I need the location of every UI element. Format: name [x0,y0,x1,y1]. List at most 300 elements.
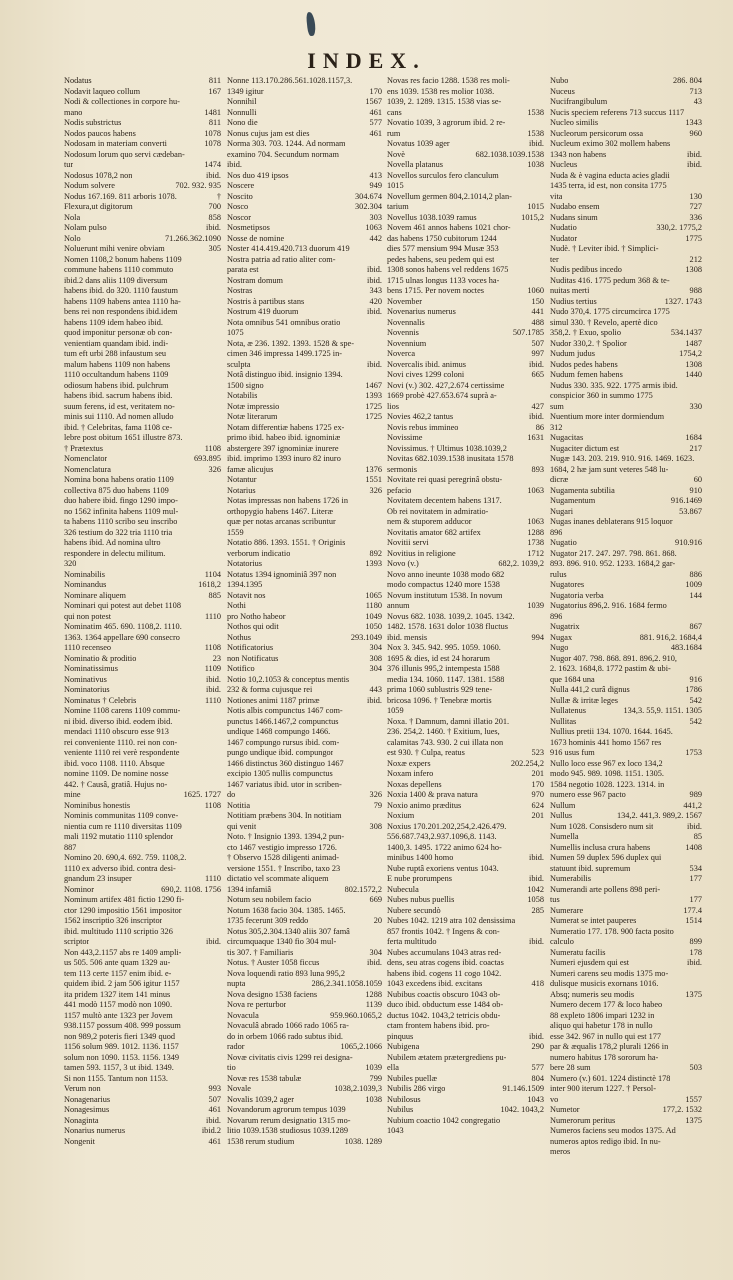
index-term: cans [387,107,402,117]
index-term: sum [550,401,564,411]
index-entry [64,612,221,623]
index-reference [218,748,221,759]
index-entry [387,150,544,161]
index-reference: 177,2. 1532 [662,1105,702,1114]
index-term: duo habere ibid. fingo 1290 impo- [64,496,178,505]
index-entry [64,412,221,423]
index-entry [64,1084,221,1095]
index-entry [64,979,221,990]
index-term: Nodatus [64,76,92,85]
index-reference [699,528,702,539]
index-entry [387,769,544,780]
index-term: 1695 & dies, id est 24 horarum [387,653,491,663]
index-term: Nosmetipsos [227,223,270,232]
index-reference [379,570,382,581]
index-reference: 170 [531,779,544,789]
index-term: rulus [550,569,567,579]
index-reference [699,1126,702,1137]
index-reference: 212 [689,254,702,264]
index-entry [227,265,382,276]
index-entry [64,360,221,371]
index-term: Non 443,2.1157 abs re 1409 ampli- [64,947,182,957]
index-term: Nugo [550,643,569,652]
index-entry [550,349,702,360]
index-reference: 1063 [527,485,544,495]
index-reference [541,969,544,980]
index-term: 442. † Causâ, gratiâ. Hujus no- [64,779,168,789]
index-term: Noscor [227,212,251,222]
index-entry [550,1021,702,1032]
index-entry [550,811,702,822]
index-entry [64,654,221,665]
index-reference: 970 [531,790,544,799]
index-entry [227,465,382,476]
index-term: quidem ibid. 2 jam 506 igitur 1157 [64,979,180,988]
index-reference: ibid. [687,958,702,967]
index-entry [550,297,702,308]
index-term: Nota, æ 236. 1392. 1393. 1528 & spe- [227,338,354,348]
index-term: Nono die [227,118,258,127]
index-entry [550,213,702,224]
index-reference [379,1105,382,1116]
index-reference [379,1116,382,1127]
index-reference: ibid. [206,685,221,694]
index-reference [541,475,544,486]
index-entry [64,286,221,297]
index-entry [387,948,544,959]
index-entry [227,769,382,780]
index-reference: 1139 [365,1000,382,1009]
index-reference: 1039 [365,1063,382,1072]
index-reference: 885 [208,590,221,600]
index-reference [379,706,382,717]
index-reference: 20 [373,916,382,925]
index-reference: 916.1469 [670,496,702,505]
index-entry [387,223,544,234]
index-term: 1059 [387,706,404,715]
index-reference: 1684 [685,433,702,442]
index-term: ibid. † Celebritas, fama 1108 ce- [64,422,173,432]
index-term: Nubium coactio 1042 congregatio [387,1115,501,1125]
index-term: non 989,2 poteris fieri 1349 quod [64,1031,176,1041]
index-entry [550,790,702,801]
index-entry [387,580,544,591]
index-reference [218,1011,221,1022]
index-term: Nudatio [550,223,577,232]
index-reference: 1015 [527,202,544,211]
index-entry [227,864,382,875]
index-reference [541,76,544,87]
index-entry [64,822,221,833]
index-reference [541,234,544,245]
index-reference [379,255,382,266]
index-entry [387,969,544,980]
index-reference: ibid. [529,139,544,148]
index-entry [227,654,382,665]
index-entry [227,286,382,297]
index-entry [227,454,382,465]
index-reference [218,255,221,266]
index-term: veniente 1110 rei verè respondente [64,748,180,757]
index-term: que 1684 una [550,674,595,684]
index-reference: 441 [531,307,544,316]
index-term: † Prætextus [64,443,103,453]
index-reference: 1108 [204,643,221,652]
index-term: Notæ literarum [227,412,278,421]
index-reference: 1754,2 [679,349,702,358]
index-reference: 330,2. 1775,2 [656,223,702,232]
index-reference: 326 [208,464,221,474]
index-entry [227,822,382,833]
index-term: Notitia [227,800,251,810]
index-reference [218,265,221,276]
index-reference: 682.1038.1039.1538 [475,149,544,159]
index-term: Nubecula [387,884,419,894]
index-reference: 85 [693,832,702,841]
index-reference [699,612,702,623]
index-term: Nota omnibus 541 omnibus oratio [227,317,341,327]
index-term: nuitas merti [550,286,590,295]
index-entry [387,759,544,770]
index-reference: 1104 [204,569,221,579]
index-term: 1363. 1364 appellare 690 consecro [64,632,180,642]
index-term: pungo undique ibid. compungor [227,748,334,757]
index-term: examino 704. Secundum normam [227,149,339,159]
index-term: 1015 [387,181,404,190]
index-reference [218,423,221,434]
index-reference: ibid. [367,275,382,285]
index-reference [379,454,382,465]
index-reference [541,1126,544,1137]
index-term: ibid. [227,160,242,169]
index-entry [64,706,221,717]
index-reference: 1009 [685,580,702,589]
index-reference: 534.1437 [670,328,702,337]
index-entry [387,517,544,528]
index-entry [64,265,221,276]
index-entry [227,958,382,969]
index-entry [64,916,221,927]
index-term: Nonaginta [64,1115,99,1125]
index-reference [699,108,702,119]
index-reference [699,318,702,329]
index-reference [379,517,382,528]
index-term: 896 [550,611,563,621]
index-term: 1466 distinctus 360 distinguo 1467 [227,758,344,768]
index-entry [64,255,221,266]
index-entry [227,433,382,444]
index-term: Novitatem decentem habens 1317. [387,496,502,505]
index-term: 1400,3. 1495. 1722 animo 624 ho- [387,842,502,852]
index-term: Notas impressas non habens 1726 in [227,496,348,505]
index-reference [218,1021,221,1032]
index-entry [550,864,702,875]
index-entry [387,895,544,906]
index-entry [64,1105,221,1116]
index-term: Nugacitas [550,433,584,442]
index-term: Nugator 217. 247. 297. 798. 861. 868. [550,548,677,558]
index-reference: 1440 [685,370,702,379]
index-reference: 177 [689,874,702,883]
index-term: 1343 non habens [550,149,607,159]
index-term: Nothos qui odit [227,622,279,631]
index-entry [64,927,221,938]
index-term: Nodi & collectiones in corpore hu- [64,97,180,106]
index-term: Novennis [387,328,419,337]
index-term: Nominatim 465. 690. 1108,2. 1110. [64,622,182,631]
index-reference [218,780,221,791]
index-term: quod imponitur personæ ob con- [64,328,173,337]
index-reference: 304.674 [355,191,382,201]
index-entry [387,675,544,686]
index-reference: 304 [369,947,382,957]
index-term: Novem 461 annos habens 1021 chor- [387,223,511,232]
index-entry [387,412,544,423]
index-entry [387,265,544,276]
index-entry [227,76,382,87]
index-term: Noxæ expers [387,758,431,768]
index-reference: 1786 [685,685,702,694]
index-reference [379,717,382,728]
index-entry [227,1000,382,1011]
index-reference [699,1032,702,1043]
index-term: habens ibid. do 320. 1110 faustum [64,286,178,295]
index-reference [541,570,544,581]
index-term: Nuceus [550,86,575,96]
index-entry [227,1084,382,1095]
index-entry [550,486,702,497]
index-entry [227,391,382,402]
index-term: November [387,296,423,306]
index-term: habens 1109 habens antea 1110 ha- [64,296,181,306]
index-column-3 [387,76,544,1266]
index-term: mano [64,107,83,117]
index-entry [227,759,382,770]
index-entry [64,160,221,171]
index-entry [387,591,544,602]
index-term: 441 modò 1157 modò non 1090. [64,1000,173,1009]
index-term: Notatio 886. 1393. 1551. † Originis [227,538,346,547]
index-entry [387,391,544,402]
index-term: Nucis speciem referens 713 succus 1117 [550,107,685,117]
index-entry [550,391,702,402]
index-term: nem & stuporem adducor [387,517,472,526]
index-entry [227,937,382,948]
index-reference: 304 [369,664,382,673]
index-entry [550,286,702,297]
index-reference: 665 [531,370,544,379]
index-term: annum [387,601,410,610]
index-term: Nominis communitas 1109 conve- [64,811,179,820]
index-entry [227,444,382,455]
index-reference [541,864,544,875]
index-reference: 1618,2 [198,580,221,589]
index-entry [387,906,544,917]
index-entry [227,643,382,654]
index-reference [379,339,382,350]
index-term: orthopygio habens 1467. Literæ [227,506,333,516]
index-entry [550,832,702,843]
index-term: Notatus 1394 ignominiâ 397 non [227,569,337,579]
index-reference [699,1042,702,1053]
index-entry [550,958,702,969]
index-reference [699,454,702,465]
index-term: commune habens 1110 commuto [64,265,174,274]
index-reference: 308 [369,821,382,831]
index-reference: 892 [369,548,382,558]
index-reference: 1043 [527,1094,544,1104]
index-reference [379,759,382,770]
index-term: 232 & forma cujusque rei [227,685,313,694]
index-term: Numeratio 177. 178. 900 facta posito [550,926,674,936]
index-entry [550,885,702,896]
index-term: Numero decem 177 & loco habeo [550,1000,663,1009]
index-entry [550,1137,702,1148]
index-term: 326 testium do 322 tria 1110 tria [64,527,173,537]
index-entry [550,318,702,329]
index-entry [387,654,544,665]
index-reference: 916 [689,674,702,684]
index-reference: 886 [689,569,702,579]
index-entry [227,811,382,822]
index-term: Nugamentum [550,496,596,505]
index-entry [387,87,544,98]
index-entry [64,1000,221,1011]
index-reference [379,433,382,444]
index-term: Noxas depellens [387,779,442,789]
index-reference [699,307,702,318]
index-entry [550,454,702,465]
index-term: Nudans sinum [550,212,598,222]
index-reference [541,223,544,234]
index-reference: 1538 [527,107,544,117]
index-term: 1110 occultandum habens 1109 [64,370,169,379]
index-term: Novies 462,2 tantus [387,412,454,421]
index-entry [387,1074,544,1085]
index-term: famæ alicujus [227,464,274,474]
index-reference [379,160,382,171]
index-term: 916 usus fum [550,748,595,757]
index-reference [218,958,221,969]
index-term: ita pridem 1327 item 141 minus [64,989,171,999]
index-reference [699,1000,702,1011]
index-reference: 326 [369,790,382,799]
index-term: Novandorum agrorum tempus 1039 [227,1105,346,1114]
index-entry [227,906,382,917]
index-term: Nugari [550,506,574,516]
index-term: Nonnulli [227,107,257,117]
index-term: nupta [227,979,246,988]
index-reference: 1050 [365,622,382,631]
index-term: Nostris à partibus stans [227,296,305,306]
index-entry [550,444,702,455]
index-reference: 1567 [365,97,382,106]
index-term: Numeri carens seu modis 1375 mo- [550,968,669,978]
index-term: Numerorum peritus [550,1115,616,1125]
index-reference: 1343 [685,118,702,127]
index-term: 1538 rerum studium [227,1136,295,1146]
index-reference: 201 [531,769,544,778]
index-reference: 959.960.1065,2 [330,1010,382,1020]
index-reference: 1038. 1289 [344,1136,382,1146]
index-entry [550,87,702,98]
index-reference [541,643,544,654]
index-entry [64,727,221,738]
index-entry [387,643,544,654]
index-reference [218,738,221,749]
index-reference [218,549,221,560]
index-entry [550,360,702,371]
index-term: Nonagenarius [64,1094,111,1104]
index-term: nientia cum re 1110 diversitas 1109 [64,821,182,831]
index-reference: ibid. [529,937,544,946]
index-entry [64,433,221,444]
index-term: ella [387,1063,399,1072]
index-entry [64,181,221,192]
index-reference [218,150,221,161]
index-reference: ibid. [206,223,221,232]
index-reference [699,979,702,990]
index-reference: 893 [531,464,544,474]
index-reference: 1712 [527,548,544,558]
index-term: Numen 59 duplex 596 duplex qui [550,853,662,862]
index-entry [64,87,221,98]
index-term: pedes habens, seu pedem qui est [387,254,495,264]
index-entry [227,486,382,497]
index-entry [64,759,221,770]
index-term: Numetor [550,1105,580,1114]
index-reference [218,538,221,549]
index-entry [550,675,702,686]
index-term: 1156 solum 989. 1012. 1136. 1157 [64,1042,179,1051]
index-term: Nuda & è vagina educta acies gladii [550,170,670,180]
index-term: primo ibid. habeo ibid. ignominiæ [227,433,341,442]
index-reference: 91.146.1509 [502,1084,544,1093]
index-entry [64,580,221,591]
index-reference [379,349,382,360]
index-reference: 1078 [204,139,221,148]
index-reference [541,675,544,686]
index-entry [550,895,702,906]
index-entry [550,244,702,255]
index-entry [227,780,382,791]
index-term: Nugax [550,632,573,642]
index-entry [64,832,221,843]
index-term: respondere in delectu militum. [64,548,166,558]
index-entry [64,528,221,539]
index-entry [227,475,382,486]
index-term: qui non potest [64,611,112,621]
index-reference [541,948,544,959]
index-reference [379,675,382,686]
index-reference [379,76,382,87]
index-reference: 949 [369,181,382,190]
index-entry [387,454,544,465]
index-term: Nodum solvere [64,181,115,190]
index-term: Novitate rei quasi peregrinâ obstu- [387,475,503,484]
index-entry [227,790,382,801]
index-term: scriptor [64,937,90,946]
index-entry [387,811,544,822]
index-reference [541,1053,544,1064]
index-term: Numellis inclusa crura habens [550,842,651,852]
index-reference: 994 [531,632,544,642]
index-entry [64,339,221,350]
index-reference: 1063 [365,223,382,232]
index-term: tamen 593. 1157, 3 ut ibid. 1349. [64,1063,174,1072]
index-term: Nugor 407. 798. 868. 891. 896,2. 910, [550,653,677,663]
index-term: est 930. † Culpa, reatus [387,748,465,757]
